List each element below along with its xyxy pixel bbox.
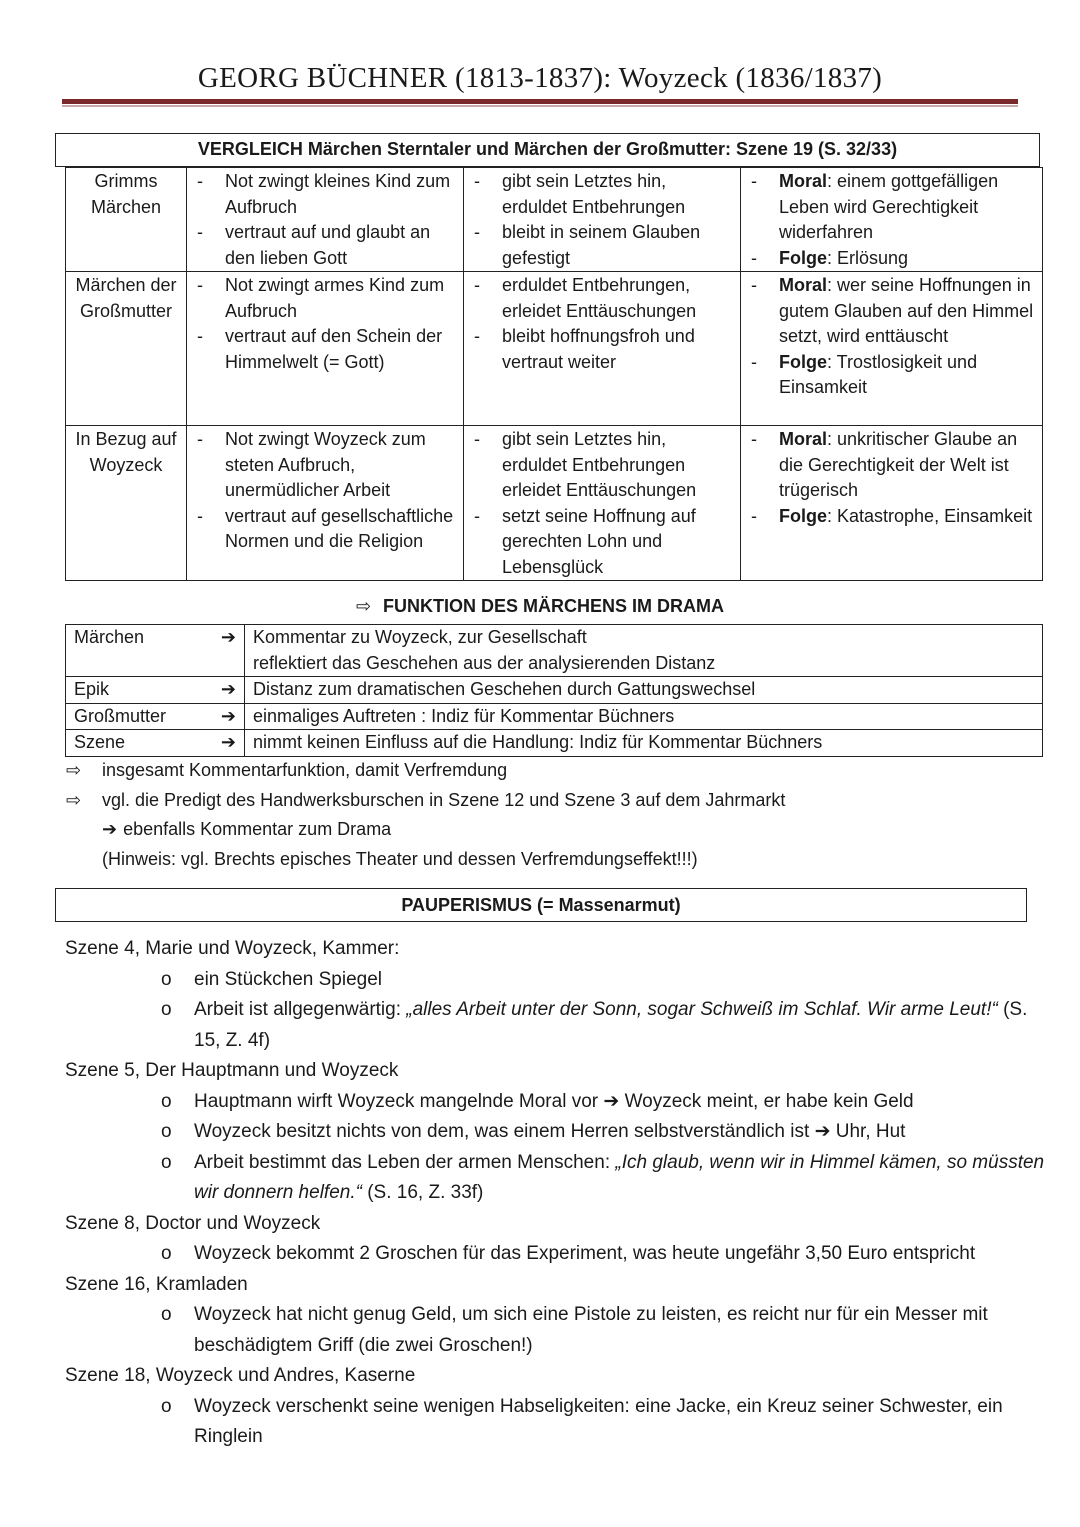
row-content: Kommentar zu Woyzeck, zur Gesellschaft reflektiert das Geschehen aus der analysierenden Distanz (245, 625, 1043, 677)
dash-marker: - (474, 275, 480, 295)
scene-heading: Szene 16, Kramladen (65, 1273, 248, 1295)
note-item: ➔ ebenfalls Kommentar zum Drama (66, 815, 785, 845)
dash-marker: - (751, 275, 757, 295)
dash-marker: - (751, 351, 757, 372)
bullet-marker: o (161, 1395, 172, 1417)
bullet-marker: o (161, 999, 172, 1020)
cell-col3 (741, 272, 1043, 426)
dash-marker: - (474, 171, 480, 191)
arrow-icon: ➔ (603, 1090, 620, 1112)
page-title: GEORG BÜCHNER (1813-1837): Woyzeck (1836/1837) (197, 62, 883, 94)
list-item: - Moral: wer seine Hoffnungen in gutem Glauben auf den Himmel setzt, wird enttäuscht (747, 273, 1036, 350)
arrow-icon: ➔ (102, 819, 118, 839)
table-row (66, 426, 1043, 581)
list-item: - vertraut auf den Schein der Himmelwelt (= Gott) (193, 324, 457, 375)
dash-marker: - (197, 171, 203, 191)
list-item: - Not zwingt kleines Kind zum Aufbruch (193, 169, 457, 220)
dash-marker: - (197, 429, 203, 449)
list-item: o Arbeit ist allgegenwärtig: „alles Arbeit unter der Sonn, sogar Schweiß im Schlaf. Wir arme Leut!“ (S. 15, Z. 4f) (65, 995, 1055, 1056)
arrow-icon: ➔ (220, 732, 236, 752)
dash-marker: - (751, 505, 757, 526)
dash-marker: - (751, 171, 757, 191)
hollow-arrow-icon: ⇨ (66, 789, 82, 810)
note-item: ⇨ vgl. die Predigt des Handwerksburschen in Szene 12 und Szene 3 auf dem Jahrmarkt (66, 786, 785, 816)
dash-marker: - (751, 247, 757, 268)
bullet-marker: o (161, 1090, 172, 1112)
table-row (66, 625, 1043, 677)
row-content: nimmt keinen Einfluss auf die Handlung: Indiz für Kommentar Büchners (245, 730, 1043, 757)
title-underline (62, 99, 1018, 104)
row-label: Epik (74, 679, 110, 699)
dash-marker: - (474, 505, 480, 526)
vergleich-table (65, 167, 1043, 581)
row-label: Großmutter (74, 705, 167, 726)
list-item: - Not zwingt armes Kind zum Aufbruch (193, 273, 457, 324)
list-item: o Hauptmann wirft Woyzeck mangelnde Moral vor ➔ Woyzeck meint, er habe kein Geld (65, 1087, 1055, 1118)
list-item: - vertraut auf gesellschaftliche Normen und die Religion (193, 504, 457, 555)
dash-marker: - (197, 222, 203, 242)
funktion-table (65, 624, 1043, 757)
list-item: - gibt sein Letztes hin, erduldet Entbehrungen (470, 169, 734, 220)
cell-col2 (464, 272, 741, 426)
row-label: Grimms Märchen (66, 168, 187, 272)
arrow-icon: ➔ (220, 679, 236, 699)
list-item: - gibt sein Letztes hin, erduldet Entbehrungen erleidet Enttäuschungen (470, 427, 734, 504)
pauperismus-heading-box (55, 888, 1027, 922)
list-item: - bleibt hoffnungsfroh und vertraut weiter (470, 324, 734, 375)
scene-heading: Szene 4, Marie und Woyzeck, Kammer: (65, 938, 400, 959)
table-row (66, 730, 1043, 757)
cell-col1 (187, 272, 464, 426)
cell-col3 (741, 426, 1043, 581)
vergleich-heading: VERGLEICH Märchen Sterntaler und Märchen der Großmutter: Szene 19 (S. 32/33) (197, 139, 898, 159)
dash-marker: - (474, 326, 480, 346)
cell-col3 (741, 168, 1043, 272)
cell-col1 (187, 168, 464, 272)
vergleich-heading-box (55, 133, 1040, 167)
dash-marker: - (474, 429, 480, 449)
row-label: Märchen der Großmutter (66, 272, 187, 426)
row-label: Szene (74, 732, 126, 752)
hollow-arrow-icon: ⇨ (355, 596, 372, 616)
bullet-marker: o (161, 1151, 172, 1173)
table-row (66, 168, 1043, 272)
table-row (66, 272, 1043, 426)
cell-col2 (464, 426, 741, 581)
cell-col1 (187, 426, 464, 581)
table-row (66, 677, 1043, 704)
bullet-marker: o (161, 1304, 172, 1325)
dash-marker: - (474, 222, 480, 242)
note-item: (Hinweis: vgl. Brechts episches Theater und dessen Verfremdungseffekt!!!) (102, 848, 698, 869)
title-underline-shadow (62, 105, 1018, 107)
list-item: - vertraut auf und glaubt an den lieben Gott (193, 220, 457, 271)
row-label: Märchen (74, 627, 145, 647)
arrow-icon: ➔ (220, 705, 236, 726)
funktion-heading: ⇨ FUNKTION DES MÄRCHENS IM DRAMA (355, 596, 725, 616)
dash-marker: - (197, 326, 203, 346)
scene-heading: Szene 8, Doctor und Woyzeck (65, 1212, 321, 1234)
hollow-arrow-icon: ⇨ (66, 760, 82, 780)
table-row (66, 703, 1043, 730)
list-item: o Woyzeck verschenkt seine wenigen Habseligkeiten: eine Jacke, ein Kreuz seiner Schwester, ein Ringlein (65, 1392, 1055, 1453)
list-item: o Woyzeck hat nicht genug Geld, um sich eine Pistole zu leisten, es reicht nur für ein Messer mit beschädigtem Griff (die zwei Groschen!) (65, 1300, 1055, 1361)
pauperismus-section (65, 934, 1055, 1453)
bullet-marker: o (161, 1243, 172, 1264)
dash-marker: - (197, 505, 203, 526)
row-label: In Bezug auf Woyzeck (66, 426, 187, 581)
row-content: einmaliges Auftreten : Indiz für Kommentar Büchners (245, 703, 1043, 730)
cell-col2 (464, 168, 741, 272)
list-item: - setzt seine Hoffnung auf gerechten Lohn und Lebensglück (470, 504, 734, 581)
arrow-icon: ➔ (220, 627, 236, 647)
dash-marker: - (197, 275, 203, 295)
bullet-marker: o (161, 968, 172, 990)
list-item: o ein Stückchen Spiegel (65, 965, 1055, 996)
scene-heading: Szene 5, Der Hauptmann und Woyzeck (65, 1060, 399, 1081)
list-item: - Moral: unkritischer Glaube an die Gerechtigkeit der Welt ist trügerisch (747, 427, 1036, 504)
note-item: ⇨ insgesamt Kommentarfunktion, damit Verfremdung (66, 756, 785, 786)
list-item: - Not zwingt Woyzeck zum steten Aufbruch, unermüdlicher Arbeit (193, 427, 457, 504)
list-item: - Folge: Erlösung (747, 246, 1036, 272)
list-item: - bleibt in seinem Glauben gefestigt (470, 220, 734, 271)
list-item: - erduldet Entbehrungen, erleidet Enttäuschungen (470, 273, 734, 324)
funktion-notes (66, 756, 785, 874)
list-item: o Woyzeck besitzt nichts von dem, was einem Herren selbstverständlich ist ➔ Uhr, Hut (65, 1117, 1055, 1148)
list-item: - Folge: Trostlosigkeit und Einsamkeit (747, 350, 1036, 401)
list-item: - Moral: einem gottgefälligen Leben wird Gerechtigkeit widerfahren (747, 169, 1036, 246)
row-content: Distanz zum dramatischen Geschehen durch Gattungswechsel (245, 677, 1043, 704)
list-item: o Woyzeck bekommt 2 Groschen für das Experiment, was heute ungefähr 3,50 Euro entspricht (65, 1239, 1055, 1270)
list-item: o Arbeit bestimmt das Leben der armen Menschen: „Ich glaub, wenn wir in Himmel kämen, so müssten wir donnern helfen.“ (S. 16, Z. 33f) (65, 1148, 1055, 1209)
pauperismus-heading: PAUPERISMUS (= Massenarmut) (401, 895, 681, 915)
dash-marker: - (751, 429, 757, 449)
list-item: - Folge: Katastrophe, Einsamkeit (747, 504, 1036, 530)
bullet-marker: o (161, 1121, 172, 1142)
arrow-icon: ➔ (814, 1121, 831, 1142)
scene-heading: Szene 18, Woyzeck und Andres, Kaserne (65, 1365, 416, 1386)
